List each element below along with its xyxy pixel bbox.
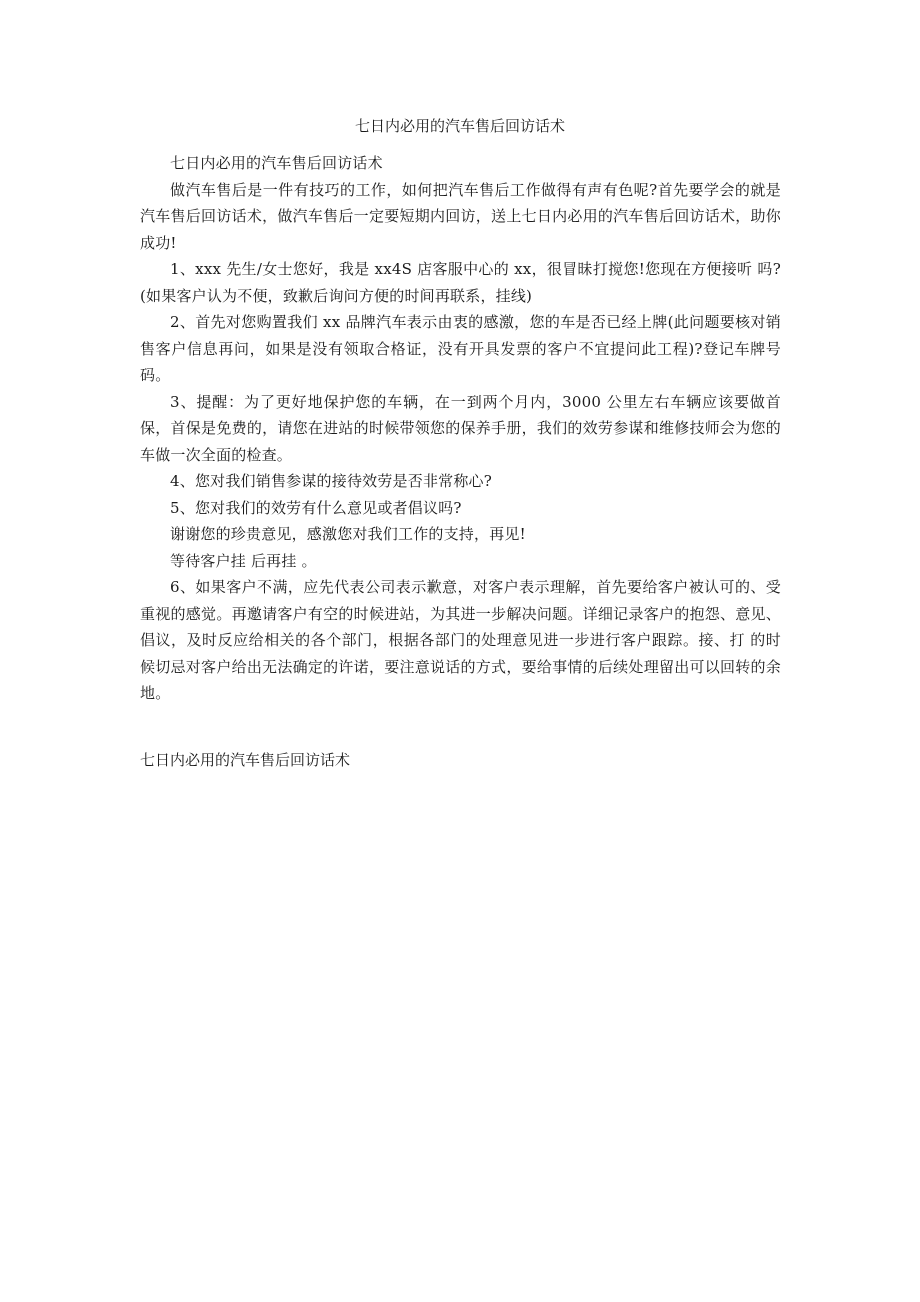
document-title: 七日内必用的汽车售后回访话术 [354,117,565,135]
step-2-paragraph: 2、首先对您购置我们 xx 品牌汽车表示由衷的感激，您的车是否已经上牌(此问题要核对销售客户信息再问，如果是没有领取合格证，没有开具发票的客户不宜提问此工程)?登记车牌号码。 [140,313,781,384]
step-5-paragraph: 5、您对我们的效劳有什么意见或者倡议吗? [170,498,462,517]
footer-title: 七日内必用的汽车售后回访话术 [140,751,351,769]
step-1-paragraph: 1、xxx 先生/女士您好，我是 xx4S 店客服中心的 xx，很冒昧打搅您!您现在方便接听 吗?(如果客户认为不便，致歉后询问方便的时间再联系，挂线) [140,260,781,305]
thanks-paragraph: 谢谢您的珍贵意见，感激您对我们工作的支持，再见! [170,525,526,543]
intro-paragraph: 做汽车售后是一件有技巧的工作，如何把汽车售后工作做得有声有色呢?首先要学会的就是汽车售后回访话术，做汽车售后一定要短期内回访，送上七日内必用的汽车售后回访话术，助你成功! [140,180,781,252]
subtitle-paragraph: 七日内必用的汽车售后回访话术 [170,154,383,172]
step-3-paragraph: 3、提醒：为了更好地保护您的车辆，在一到两个月内，3000 公里左右车辆应该要做首保，首保是免费的，请您在进站的时候带领您的保养手册，我们的效劳参谋和维修技师会为您的车做一次全面的检查。 [140,392,781,464]
hangup-paragraph: 等待客户挂 后再挂 。 [170,551,317,570]
document-body [140,150,781,707]
step-4-paragraph: 4、您对我们销售参谋的接待效劳是否非常称心? [170,472,492,490]
step-6-paragraph: 6、如果客户不满，应先代表公司表示歉意，对客户表示理解，首先要给客户被认可的、受重视的感觉。再邀请客户有空的时候进站，为其进一步解决问题。详细记录客户的抱怨、意见、倡议，及时反应给相关的各个部门，根据各部门的处理意见进一步进行客户跟踪。接、打 的时候切忌对客户给出无法确定的许诺，要注意说话的方式，要给事情的后续处理留出可以回转的余地。 [140,578,781,702]
